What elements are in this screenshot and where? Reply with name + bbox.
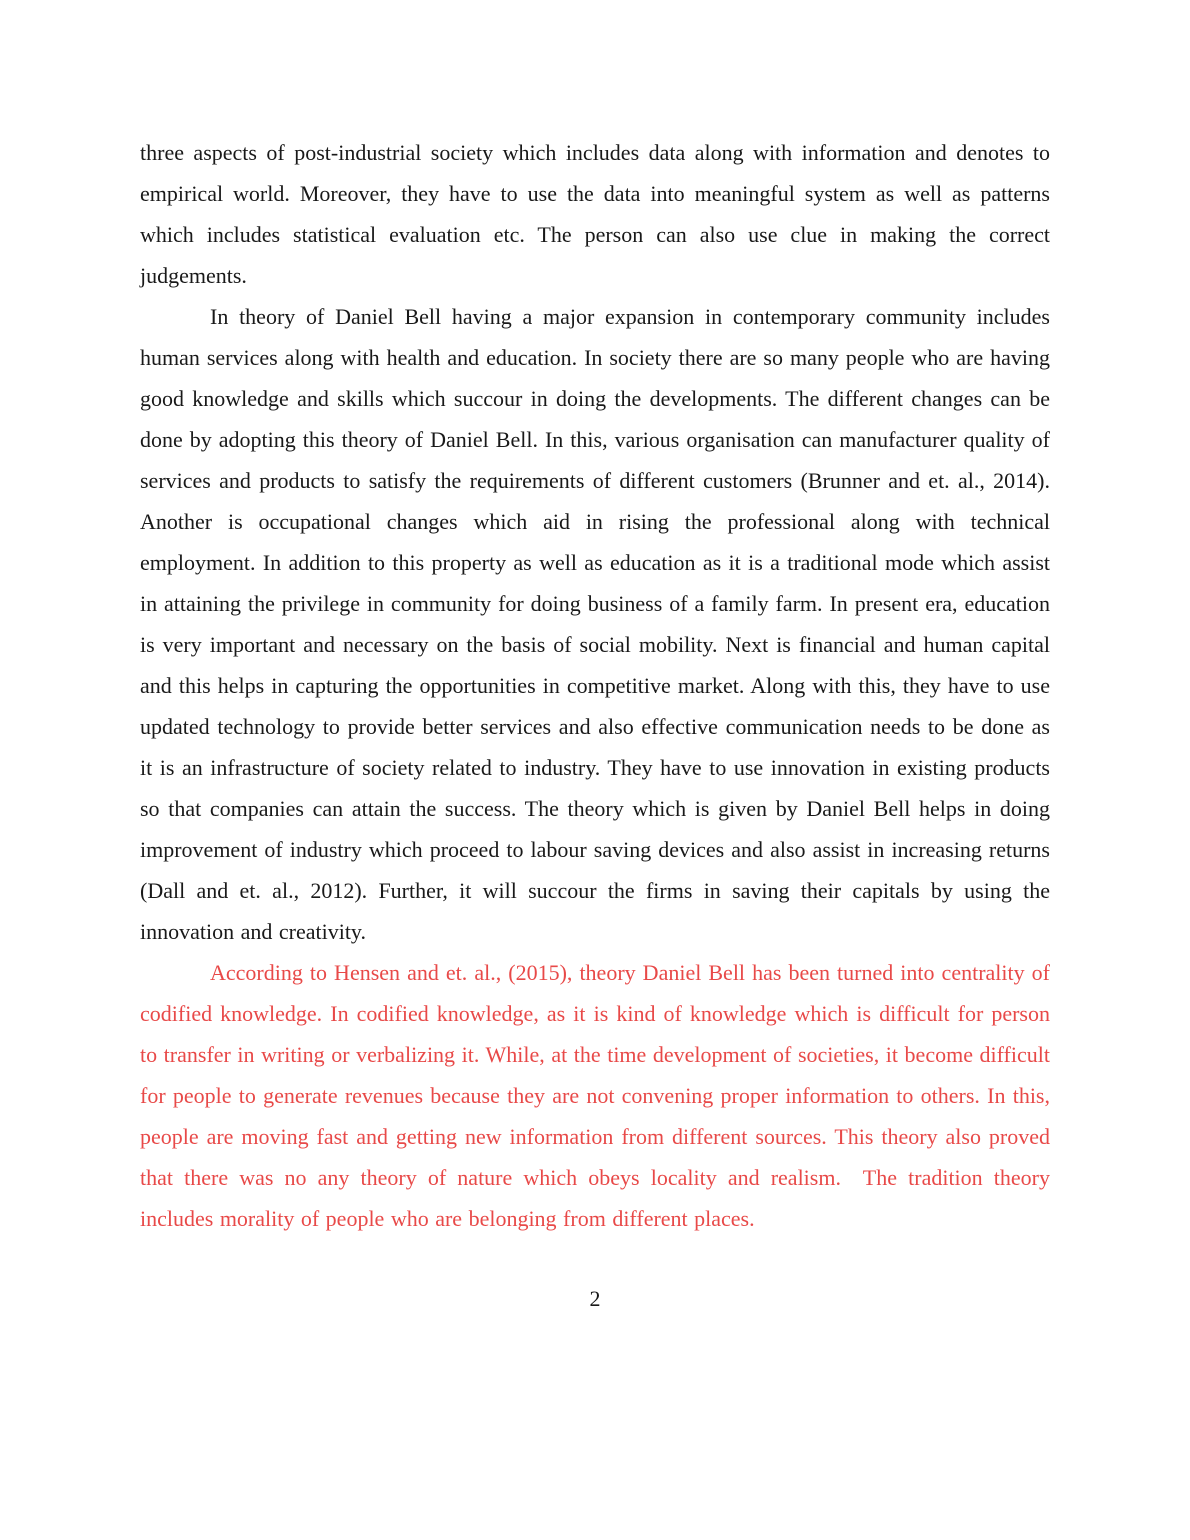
text-body <box>140 132 1050 1239</box>
paragraph-post-industrial-continuation: three aspects of post-industrial society which includes data along with information and denotes to empirical world. Moreover, they have to use the data into meaningful system as well as patterns which includes statistical evaluation etc. The person can also use clue in making the correct judgements. <box>140 140 1050 288</box>
page-number: 2 <box>589 1286 601 1311</box>
paragraph-daniel-bell-theory: In theory of Daniel Bell having a major expansion in contemporary community includes human services along with health and education. In society there are so many people who are having good knowledge and skills which succour in doing the developments. The different changes can be done by adopting this theory of Daniel Bell. In this, various organisation can manufacturer quality of services and products to satisfy the requirements of different customers (Brunner and et. al., 2014). Another is occupational changes which aid in rising the professional along with technical employment. In addition to this property as well as education as it is a traditional mode which assist in attaining the privilege in community for doing business of a family farm. In present era, education is very important and necessary on the basis of social mobility. Next is financial and human capital and this helps in capturing the opportunities in competitive market. Along with this, they have to use updated technology to provide better services and also effective communication needs to be done as it is an infrastructure of society related to industry. They have to use innovation in existing products so that companies can attain the success. The theory which is given by Daniel Bell helps in doing improvement of industry which proceed to labour saving devices and also assist in increasing returns (Dall and et. al., 2012). Further, it will succour the firms in saving their capitals by using the innovation and creativity. <box>140 304 1050 944</box>
paragraph-hensen-codified-knowledge: According to Hensen and et. al., (2015), theory Daniel Bell has been turned into centrality of codified knowledge. In codified knowledge, as it is kind of knowledge which is difficult for person to transfer in writing or verbalizing it. While, at the time development of societies, it become difficult for people to generate revenues because they are not convening proper information to others. In this, people are moving fast and getting new information from different sources. This theory also proved that there was no any theory of nature which obeys locality and realism. The tradition theory includes morality of people who are belonging from different places. <box>140 960 1050 1231</box>
